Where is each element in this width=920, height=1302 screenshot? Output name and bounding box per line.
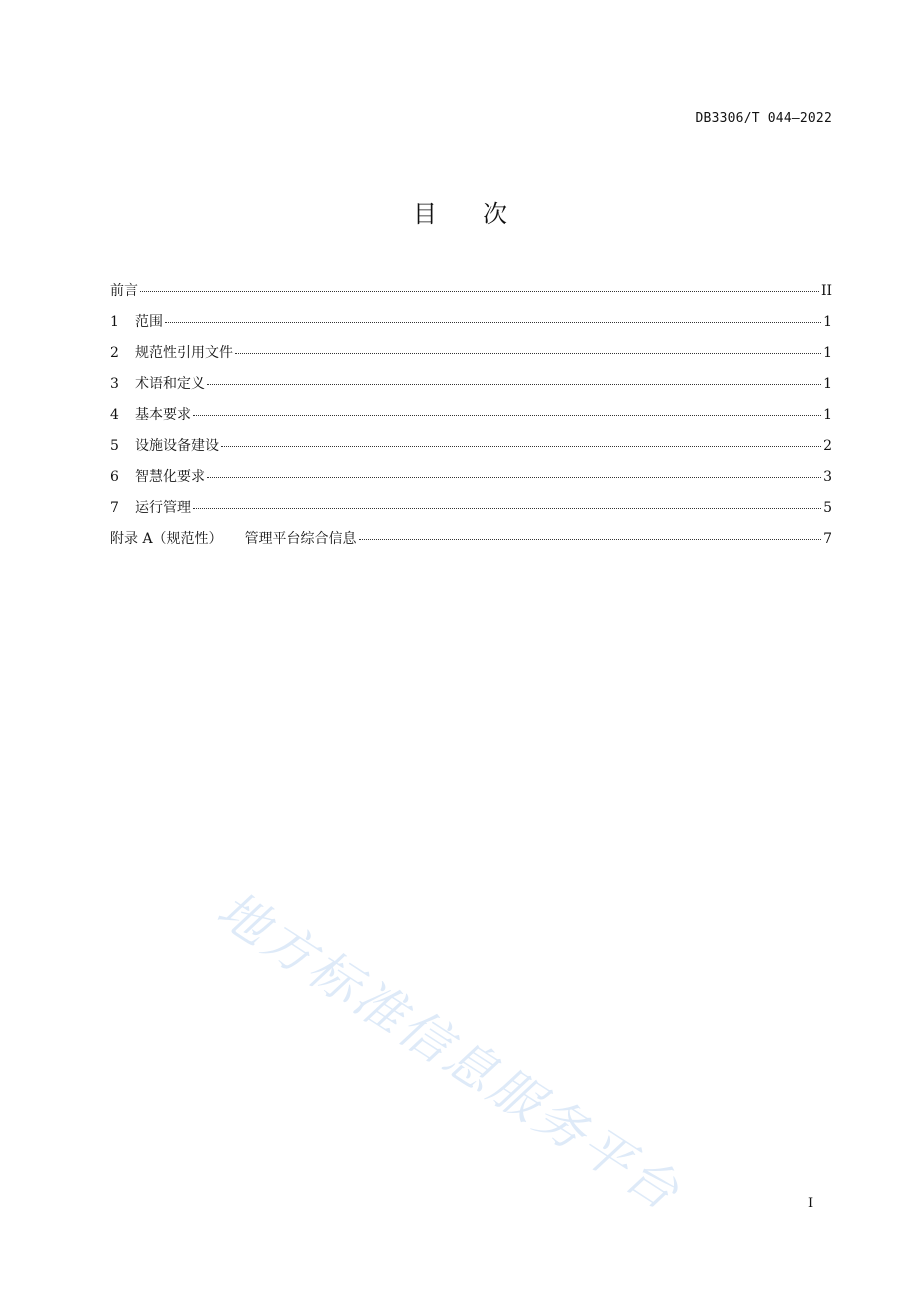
- toc-leader-dots: [235, 352, 821, 354]
- toc-entry-text: 运行管理: [135, 500, 191, 516]
- toc-entry-page: 1: [823, 314, 832, 330]
- toc-leader-dots: [207, 476, 821, 478]
- toc-entry-number: 5: [110, 438, 119, 454]
- toc-leader-dots: [207, 383, 821, 385]
- toc-entry-text: 规范性引用文件: [135, 345, 233, 361]
- toc-entry-number: 3: [110, 376, 119, 392]
- toc-title: [0, 194, 920, 229]
- toc-title-char-2: 次: [483, 200, 507, 228]
- toc-entry-text: [110, 529, 357, 549]
- toc-entry-6[interactable]: [110, 467, 832, 498]
- toc-list: [110, 281, 832, 560]
- toc-entry-7[interactable]: [110, 498, 832, 529]
- toc-entry-text: 范围: [135, 314, 163, 330]
- toc-title-char-1: 目: [413, 200, 437, 228]
- appendix-title: 管理平台综合信息: [244, 531, 357, 547]
- toc-entry-5[interactable]: [110, 436, 832, 467]
- toc-entry-number: 2: [110, 345, 119, 361]
- toc-leader-dots: [193, 507, 821, 509]
- toc-entry-page: 7: [823, 531, 832, 547]
- toc-leader-dots: [193, 414, 821, 416]
- toc-entry-text: 设施设备建设: [135, 438, 219, 454]
- toc-entry-page: 2: [823, 438, 832, 454]
- toc-entry-1[interactable]: [110, 312, 832, 343]
- toc-leader-dots: [221, 445, 821, 447]
- toc-entry-number: 4: [110, 407, 119, 423]
- toc-entry-page: 5: [823, 500, 832, 516]
- toc-entry-4[interactable]: [110, 405, 832, 436]
- toc-entry-number: 6: [110, 469, 119, 485]
- toc-entry-appendix-a[interactable]: [110, 529, 832, 560]
- document-code: DB3306/T 044—2022: [695, 111, 832, 126]
- toc-entry-number: 7: [110, 500, 119, 516]
- toc-entry-3[interactable]: [110, 374, 832, 405]
- toc-entry-page: II: [820, 283, 832, 299]
- watermark: 地方标准信息服务平台: [207, 880, 692, 1223]
- toc-entry-text: 基本要求: [135, 407, 191, 423]
- toc-entry-page: 1: [823, 345, 832, 361]
- toc-entry-text: 前言: [110, 283, 138, 299]
- toc-entry-text: 智慧化要求: [135, 469, 205, 485]
- toc-leader-dots: [140, 290, 819, 292]
- appendix-label: 附录 A（规范性）: [110, 531, 223, 547]
- toc-entry-2[interactable]: [110, 343, 832, 374]
- toc-leader-dots: [165, 321, 821, 323]
- page-number: I: [808, 1196, 814, 1211]
- toc-entry-page: 1: [823, 407, 832, 423]
- toc-entry-text: 术语和定义: [135, 376, 205, 392]
- toc-entry-page: 1: [823, 376, 832, 392]
- toc-entry-number: 1: [110, 314, 119, 330]
- toc-entry-page: 3: [823, 469, 832, 485]
- toc-entry-foreword[interactable]: [110, 281, 832, 312]
- toc-leader-dots: [359, 538, 822, 540]
